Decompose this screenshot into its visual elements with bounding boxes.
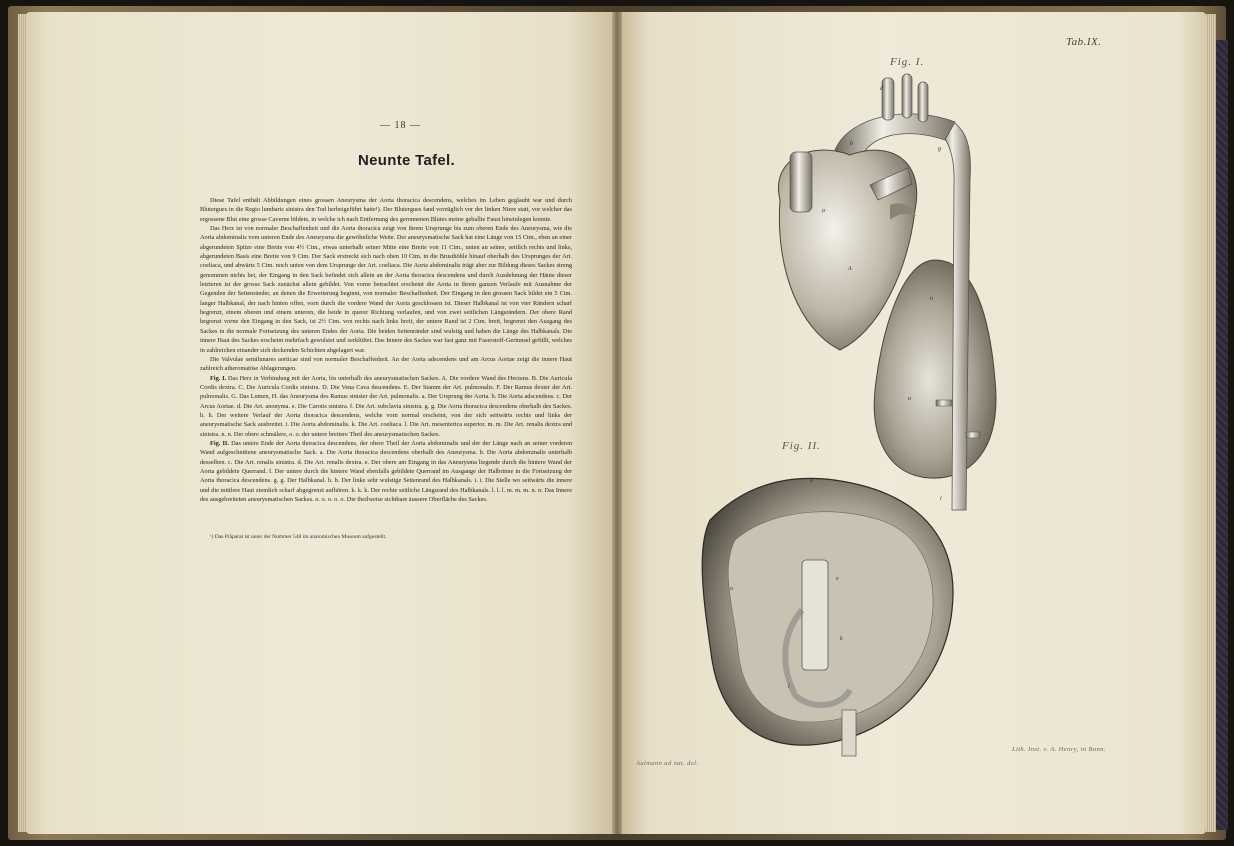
- label-A: A: [848, 266, 852, 272]
- vena-cava: [790, 152, 812, 212]
- brachiocephalic-artery: [882, 78, 894, 120]
- renal-artery: [966, 432, 980, 438]
- label-k: k: [840, 636, 843, 642]
- label-g: g: [938, 146, 941, 152]
- paragraph: Diese Tafel enthält Abbildungen eines grossen Aneurysma der Aorta thoracica descendens, welches im Leben geglaubt war und durch Blutergues in die Regio lumbaris sinistra den Tod herbeigeführt hatte¹). Der Blutergues fand vorzüglich vor der linken Niere statt, vor welcher das ergossene Blut eine grosse Caverne bildete, in welche ich nach Entfernung des geronnenen Blutes meine geballte Faust hineinlegen konnte.: [200, 197, 572, 223]
- credit-lithographer: Lith. Inst. v. A. Henry, in Bonn.: [1012, 746, 1106, 753]
- fig2-description: [200, 439, 572, 504]
- label-o: o: [908, 396, 911, 402]
- label-o: o: [730, 586, 733, 592]
- body-text: [200, 196, 572, 504]
- label-a: a: [822, 208, 825, 214]
- renal-artery: [936, 400, 952, 406]
- page-title: Neunte Tafel.: [358, 152, 455, 169]
- fig1-description: [200, 374, 572, 439]
- label-l: l: [788, 684, 790, 690]
- label-b: b: [850, 141, 853, 147]
- fig1-title: Fig. I.: [890, 56, 925, 68]
- label-n: n: [930, 296, 933, 302]
- page-number: — 18 —: [380, 120, 421, 131]
- book-gutter: [612, 12, 622, 834]
- credit-artist: Aulmann ad nat. del.: [636, 760, 699, 767]
- aneurysm-sac: [874, 260, 996, 478]
- abdominal-aorta: [842, 710, 856, 756]
- left-subclavian-artery: [918, 82, 928, 122]
- left-carotid-artery: [902, 74, 912, 118]
- aortic-arch: [835, 114, 955, 160]
- label-a: a: [810, 478, 813, 484]
- label-d: d: [880, 86, 883, 92]
- footnote: ¹) Das Präparat ist unter der Nummer 548 im anatomischen Museum aufgestellt.: [210, 534, 387, 540]
- half-canal: [802, 560, 828, 670]
- label-e: e: [836, 576, 839, 582]
- fig2-text: Das untere Ende der Aorta thoracica descendens, der obere Theil der Aorta abdominalis und der der Länge nach an seiner vorderen Wand aufgeschnittene aneurysmatische Sack. a. Die Aorta thoracica descendens oberhalb des Aneurysma. b. Die Aorta abdominalis unterhalb desselben. c. Die Art. renalis sinistra. d. Die Art. renalis dextra. e. Der obere am Eingang in das Aneurysma liegende durch die hintere Wand der Aorta gebildete Querrand. f. Der untere durch die hintere Wand ebenfalls gebildete Querrand im Ausgange der Halbrinne in die Fortsetzung der Aorta thoracica descendens. g. g. Der Halbkanal. h. h. Der linke sehr wulstige Seitenrand des Halbkanals. i. i. Die Stelle wo seitwärts die innere und die mittlere Haut ziemlich scharf abgegrenzt aufhören. k. k. k. Der rechte seitliche Längsrand des Halbkanals. l. l. l. m. m. m. n. n. Das Innere des ausgebreiteten aneurysmatischen Sackes. o. o. o. o. o. Die theilweise sichtbare äussere Oberfläche des Sackes.: [200, 439, 573, 503]
- fig2-illustration: [690, 460, 970, 760]
- fig1-illustration: [740, 60, 1010, 520]
- fig1-text: Das Herz in Verbindung mit der Aorta, bis unterhalb des aneurysmatischen Sackes. A. Die vordere Wand des Herzens. B. Die Auricula Cordis dextra. C. Die Auricula Cordis sinistra. D. Die Vena Cava descendens. E. Der Stamm der Art. pulmonalis. F. Der Ramus dexter der Art. pulmonalis. G. Das Lumen, H. das Aneurysma des Ramus sinister der Art. pulmonalis. a. Der Ursprung der Aorta. b. Die Aorta adscendens. c. Der Arcus Aortae. d. Die Art. anonyma. e. Die Carotis sinistra. f. Die Art. subclavia sinistra. g. g. Die Aorta thoracica descendens oberhalb des Sackes. h. h. Der weitere Verlauf der Aorta thoracica descendens, welche vorn normal erscheint, von der sich seitwärts rechts und links der aneurysmatische Sack ausbreitet. i. Die Aorta abdominalis. k. Die Art. coeliaca. l. Die Art. mesenterica superior. m. m. Die Art. renalis dextra und sinistra. n. n. Der obere schmälere, o. o. der untere breitere Theil des aneurysmatischen Sackes.: [200, 374, 572, 438]
- right-page-edges: [1206, 14, 1216, 832]
- plate-label: Tab.IX.: [1066, 36, 1102, 48]
- paragraph: Das Herz ist von normaler Beschaffenheit und die Aorta thoracica zeigt von ihrem Ursprunge bis zum oberen Ende des Aneurysma, wie die Aorta abdominalis vom unteren Ende des Aneurysma die gewöhnliche Weite. Der aneurysmatische Sack hat eine Länge von 15 Ctm., eben an einer abgerundeten Spitze eine Breite von 4½ Ctm., etwas unterhalb seiner Mitte eine Breite von 11 Ctm., unten an seiner, seitlich rechts und links, abgerundeten Basis eine Breite von 9 Ctm. Der Sack erstreckt sich nach oben 10 Ctm. in die Brusthöhle hinauf oberhalb des Ursprunges der Art. coeliaca, und abwärts 5 Ctm. noch unten von dem Ursprunge der Art. coeliaca. Die Aorta abdominalis trägt aber zur Bildung dieses Sackes streng genommen nichts bei, der Eingang in den Sack befindet sich allein an der Aorta thoracica descendens und durch Ausdehnung der Häute dieser letzteren ist der grosse Sack zunächst allein gebildet. Von vorne betrachtet erscheint die Aorta in ihrem ganzen Verlaufe mit Ausnahme der Gegenden der Seitenränder, an denen die Erweiterung beginnt, von normaler Beschaffenheit. Der Eingang in den grossen Sack bildet ein 5 Ctm. langer Halbkanal, der nach hinten offen, vorn durch die vordere Wand der Aorta geschlossen ist. Dieser Halbkanal ist von vier Rändern scharf begrenzt, einem oberen und einem unteren, die beide in querer Richtung verlaufen, und von zwei seitlichen Längsrändern. Der obere Rand begrenzt vorne den Eingang in den Sack, ist 2½ Ctm. von rechts nach links breit, der untere Rand ist 2 Ctm. breit, begrenzt den Ausgang des Sackes in die normale Fortsetzung des unteren Endes der Aorta. Die beiden Seitenränder sind wulstig und haben die Länge des Halbkanals. Die innere Haut des Sackes erscheint mehrfach gewulstet und zerklüftet. Das Innere des Sackes war fast ganz mit Faserstoff-Gerinnsel gefüllt, welches in zahlreichen einander sich deckenden Schichten abgelagert war.: [200, 225, 572, 354]
- paragraph: Die Valvulae semilunares aorticae sind von normaler Beschaffenheit. An der Aorta adscendens und am Arcus Aortae zeigt die innere Haut zahlreich atheromatöse Ablagerungen.: [200, 355, 572, 373]
- fig2-title: Fig. II.: [782, 440, 821, 452]
- fig1-heading: Fig. I.: [210, 374, 227, 382]
- label-i: i: [940, 496, 942, 502]
- fig2-heading: Fig. II.: [210, 439, 229, 447]
